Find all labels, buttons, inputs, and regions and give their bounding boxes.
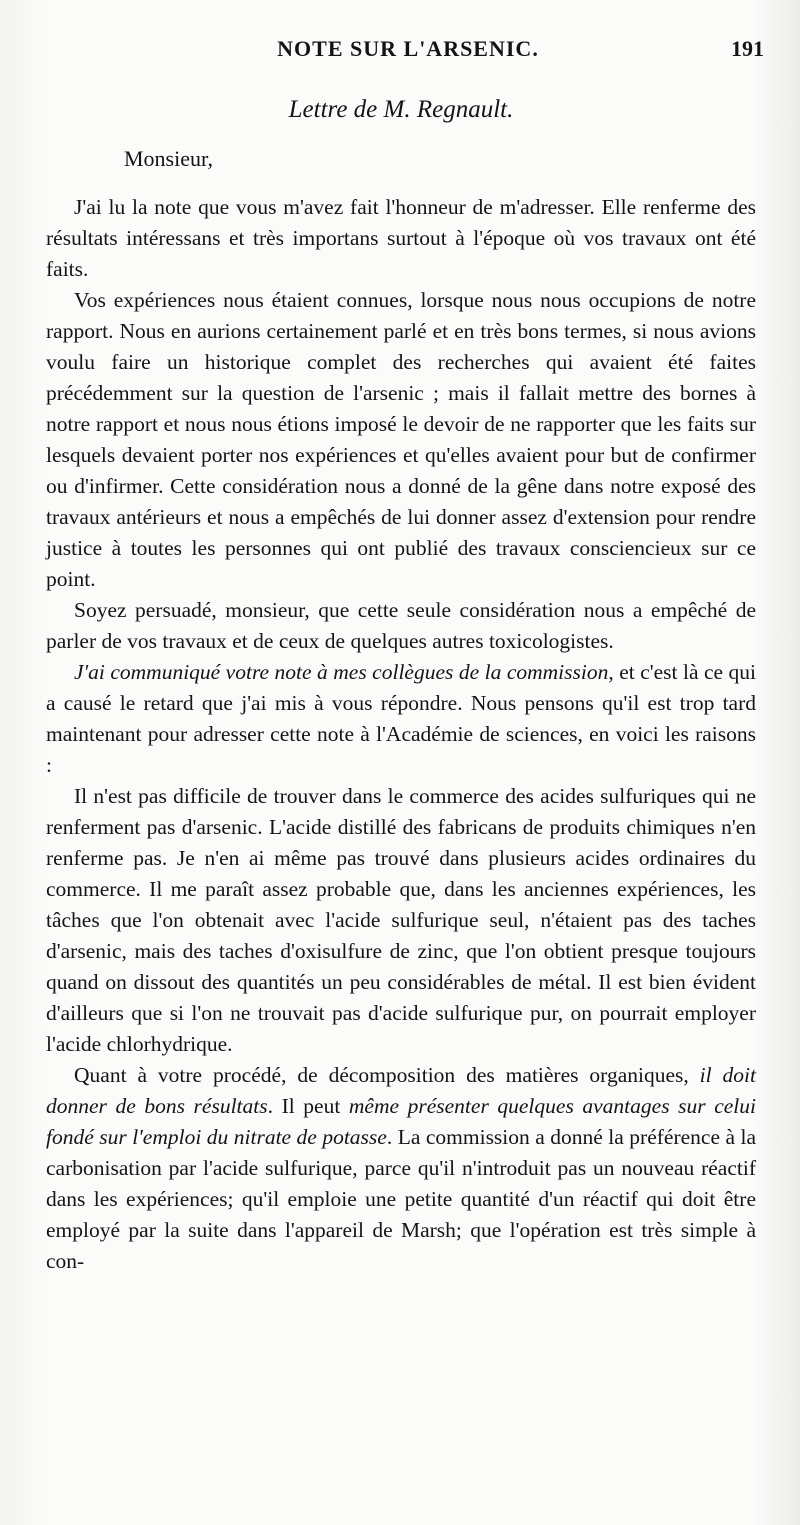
paragraph-1-text: J'ai lu la note que vous m'avez fait l'honneur de m'adresser. Elle renferme des résultats intéressans et très importans surtout à l'époque où vos travaux ont été faits. [46, 195, 756, 281]
letter-title: Lettre de M. Regnault. [288, 96, 514, 123]
paragraph-4-italic: J'ai communiqué votre note à mes collègues de la commission [74, 660, 609, 684]
paragraph-2 [46, 285, 756, 595]
page-header [46, 36, 770, 68]
paragraph-6-italic-1: il doit donner de bons résultats [46, 1063, 756, 1118]
paragraph-6-italic-2: même présenter quelques avantages sur celui fondé sur l'emploi du nitrate de potasse [46, 1094, 756, 1149]
paragraph-3 [46, 595, 756, 657]
paragraph-2-text: Vos expériences nous étaient connues, lorsque nous nous occupions de notre rapport. Nous en aurions certainement parlé et en très bons termes, si nous avions voulu faire un historique complet des recherches qui avaient été faites précédemment sur la question de l'arsenic ; mais il fallait mettre des bornes à notre rapport et nous nous étions imposé le devoir de ne rapporter que les faits sur lesquels devaient porter nos expériences et qu'elles avaient pour but de confirmer ou d'infirmer. Cette considération nous a donné de la gêne dans notre exposé des travaux antérieurs et nous a empêchés de lui donner assez d'extension pour rendre justice à toutes les personnes qui ont publié des travaux consciencieux sur ce point. [46, 288, 756, 591]
paragraph-6-text-a: Quant à votre procédé, de décomposition des matières organiques, [74, 1063, 700, 1087]
paragraph-1 [46, 192, 756, 285]
paragraph-5 [46, 781, 756, 1060]
running-title: NOTE SUR L'ARSENIC. [277, 36, 539, 61]
letter-body [46, 94, 756, 1277]
paragraph-6 [46, 1060, 756, 1277]
paragraph-3-text: Soyez persuadé, monsieur, que cette seule considération nous a empêché de parler de vos travaux et de ceux de quelques autres toxicologistes. [46, 598, 756, 653]
paragraph-4-text: , et c'est là ce qui a causé le retard que j'ai mis à vous répondre. Nous pensons qu'il est trop tard maintenant pour adresser cette note à l'Académie de sciences, en voici les raisons : [46, 660, 756, 777]
paragraph-4 [46, 657, 756, 781]
paragraph-6-text-c: . La commission a donné la préférence à la carbonisation par l'acide sulfurique, parce qu'il n'introduit pas un nouveau réactif dans les expériences; qu'il emploie une petite quantité d'un réactif qui doit être employé par la suite dans l'appareil de Marsh; que l'opération est très simple à con- [46, 1125, 756, 1273]
page-number: 191 [731, 36, 764, 61]
paragraph-6-text-b: . Il peut [267, 1094, 349, 1118]
salutation: Monsieur, [124, 146, 213, 171]
paragraph-5-text: Il n'est pas difficile de trouver dans le commerce des acides sulfuriques qui ne renferment pas d'arsenic. L'acide distillé des fabricans de produits chimiques n'en renferme pas. Je n'en ai même pas trouvé dans plusieurs acides ordinaires du commerce. Il me paraît assez probable que, dans les anciennes expériences, les tâches que l'on obtenait avec l'acide sulfurique seul, n'étaient pas des taches d'arsenic, mais des taches d'oxisulfure de zinc, que l'on obtient presque toujours quand on dissout des quantités un peu considérables de métal. Il est bien évident d'ailleurs que si l'on ne trouvait pas d'acide sulfurique pur, on pourrait employer l'acide chlorhydrique. [46, 784, 756, 1056]
